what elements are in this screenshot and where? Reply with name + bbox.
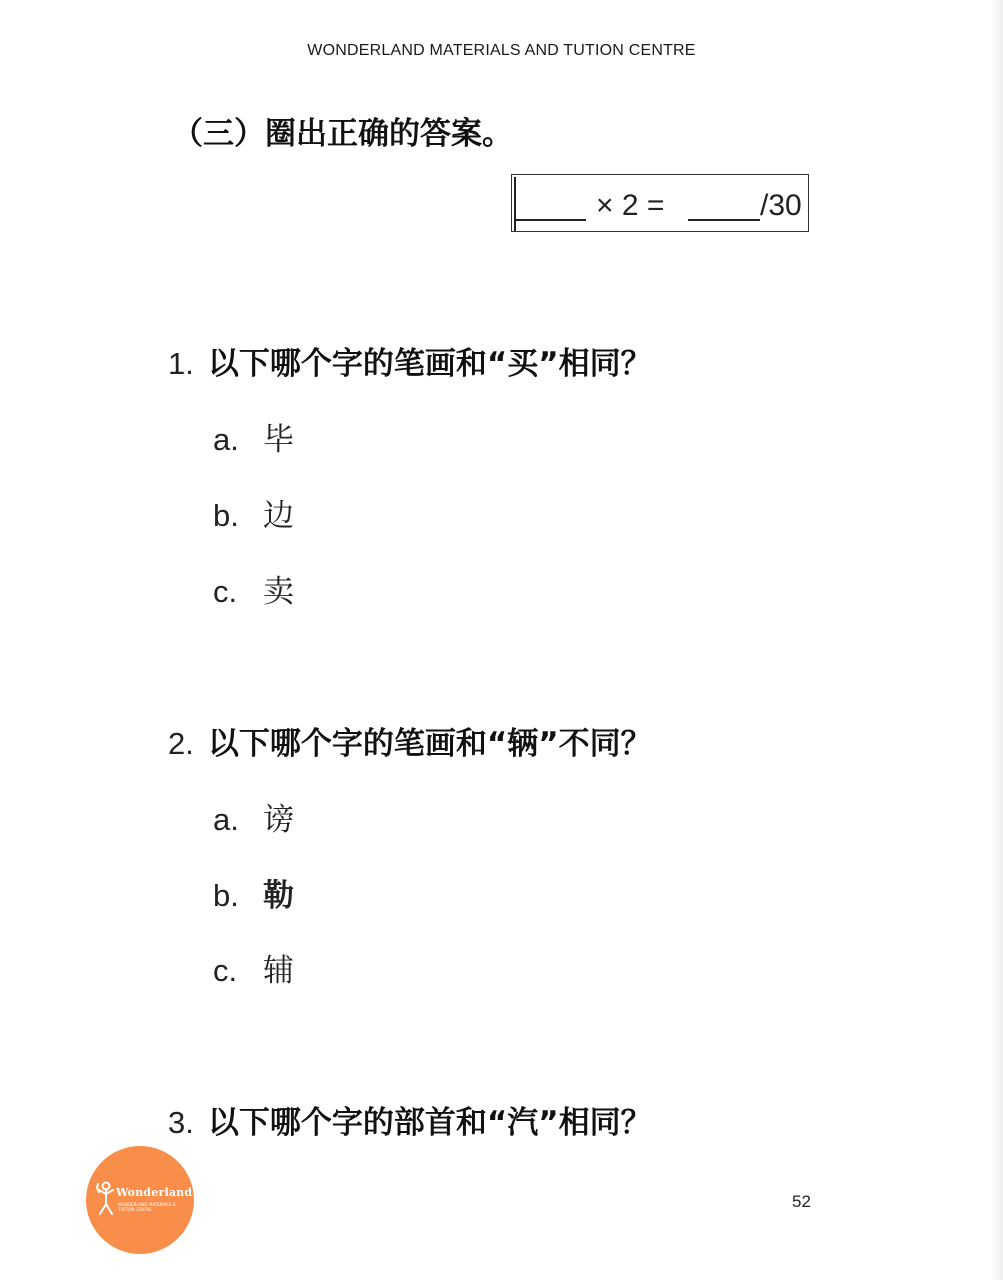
option-char: 卖 bbox=[263, 574, 294, 610]
question-2-option-b[interactable] bbox=[213, 870, 294, 915]
logo-name: Wonderland bbox=[116, 1186, 193, 1199]
question-text: 以下哪个字的部首和“汽”相同？ bbox=[207, 1105, 652, 1141]
logo-subtitle: WONDERLAND MATERIALS & TUITION CENTRE bbox=[118, 1202, 176, 1212]
option-letter: c. bbox=[213, 953, 238, 988]
option-letter: b. bbox=[213, 498, 239, 533]
question-1 bbox=[168, 338, 652, 383]
question-number: 2. bbox=[168, 726, 194, 761]
question-3 bbox=[168, 1097, 652, 1142]
question-1-option-c[interactable] bbox=[213, 566, 294, 611]
score-blank-result[interactable] bbox=[688, 219, 760, 221]
page-header: WONDERLAND MATERIALS AND TUTION CENTRE bbox=[307, 42, 696, 59]
score-box bbox=[511, 174, 809, 232]
section-title: （三）圈出正确的答案。 bbox=[172, 116, 513, 152]
question-text: 以下哪个字的笔画和“辆”不同？ bbox=[207, 726, 652, 762]
question-text: 以下哪个字的笔画和“买”相同？ bbox=[207, 346, 652, 382]
option-char: 边 bbox=[263, 498, 294, 534]
option-letter: a. bbox=[213, 802, 239, 837]
question-1-option-a[interactable] bbox=[213, 414, 294, 459]
mascot-icon bbox=[94, 1180, 118, 1220]
score-multiplier: × 2 = bbox=[596, 189, 665, 222]
question-number: 3. bbox=[168, 1105, 194, 1140]
question-2-option-c[interactable] bbox=[213, 945, 294, 990]
page-number: 52 bbox=[792, 1192, 811, 1211]
score-total: /30 bbox=[760, 189, 802, 222]
option-letter: b. bbox=[213, 878, 239, 913]
option-letter: a. bbox=[213, 422, 239, 457]
question-2 bbox=[168, 718, 652, 763]
option-char: 勒 bbox=[263, 878, 294, 914]
score-blank-correct[interactable] bbox=[516, 219, 586, 221]
wonderland-logo bbox=[86, 1146, 194, 1254]
option-char: 辅 bbox=[263, 953, 294, 989]
page-edge-shadow bbox=[991, 0, 1003, 1280]
score-box-left-bar bbox=[514, 177, 516, 231]
option-letter: c. bbox=[213, 574, 238, 609]
question-2-option-a[interactable] bbox=[213, 794, 294, 839]
question-1-option-b[interactable] bbox=[213, 490, 294, 535]
option-char: 谤 bbox=[263, 802, 294, 838]
question-number: 1. bbox=[168, 346, 194, 381]
option-char: 毕 bbox=[263, 422, 294, 458]
